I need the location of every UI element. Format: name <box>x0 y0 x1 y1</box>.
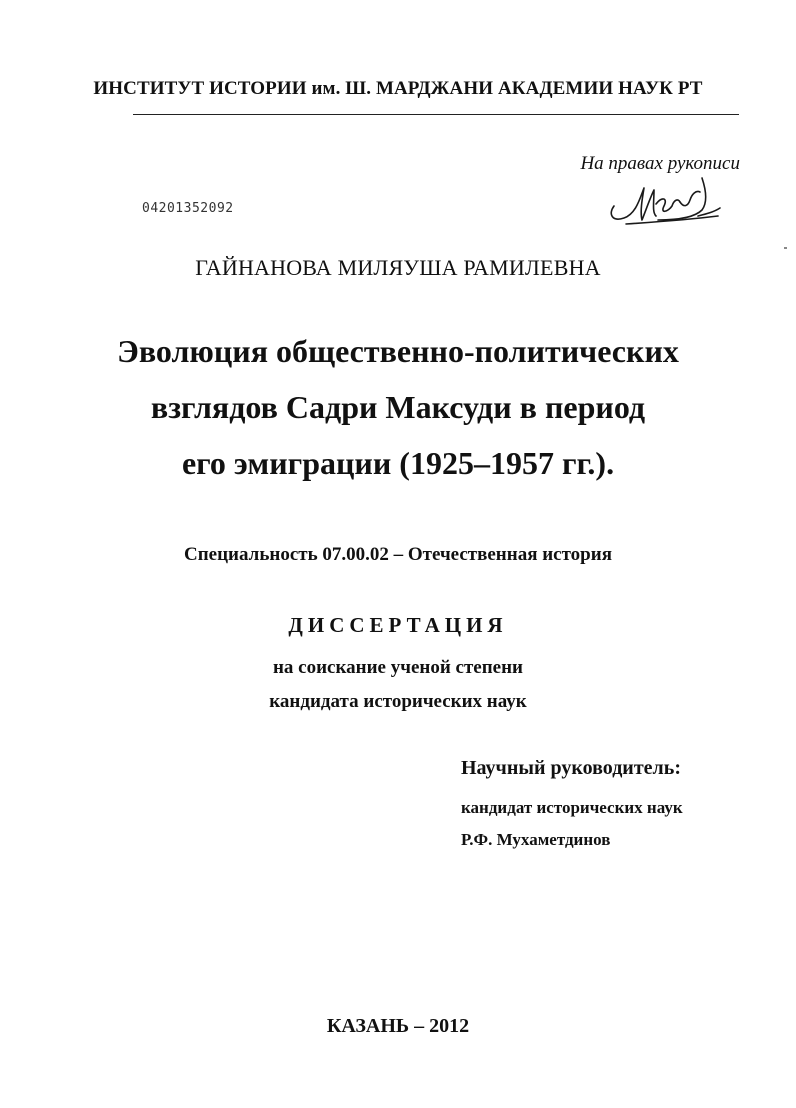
barcode-number: 04201352092 <box>142 201 234 216</box>
rights-note: На правах рукописи <box>580 153 740 174</box>
supervisor-degree: кандидат исторических наук <box>461 798 683 817</box>
title-line-1: Эволюция общественно-политических <box>117 333 679 369</box>
author-name: ГАЙНАНОВА МИЛЯУША РАМИЛЕВНА <box>195 255 601 280</box>
title-line-3: его эмиграции (1925–1957 гг.). <box>181 445 615 481</box>
signature-image <box>606 176 726 228</box>
title-line-2: взглядов Садри Максуди в период <box>150 389 646 425</box>
degree-line-1: на соискание ученой степени <box>272 657 523 678</box>
degree-line-2: кандидата исторических наук <box>269 691 527 712</box>
city-year: КАЗАНЬ – 2012 <box>326 1015 470 1037</box>
specialty: Специальность 07.00.02 – Отечественная история <box>184 544 612 565</box>
dissertation-title <box>0 323 796 491</box>
supervisor-block <box>461 757 683 856</box>
institute-header: ИНСТИТУТ ИСТОРИИ им. Ш. МАРДЖАНИ АКАДЕМИИ НАУК РТ <box>93 78 703 99</box>
header-divider <box>133 114 739 115</box>
supervisor-label: Научный руководитель: <box>461 757 681 779</box>
supervisor-name: Р.Ф. Мухаметдинов <box>461 830 611 849</box>
degree-block <box>0 651 796 719</box>
scan-speck <box>784 247 787 249</box>
dissertation-heading: ДИССЕРТАЦИЯ <box>288 613 508 637</box>
